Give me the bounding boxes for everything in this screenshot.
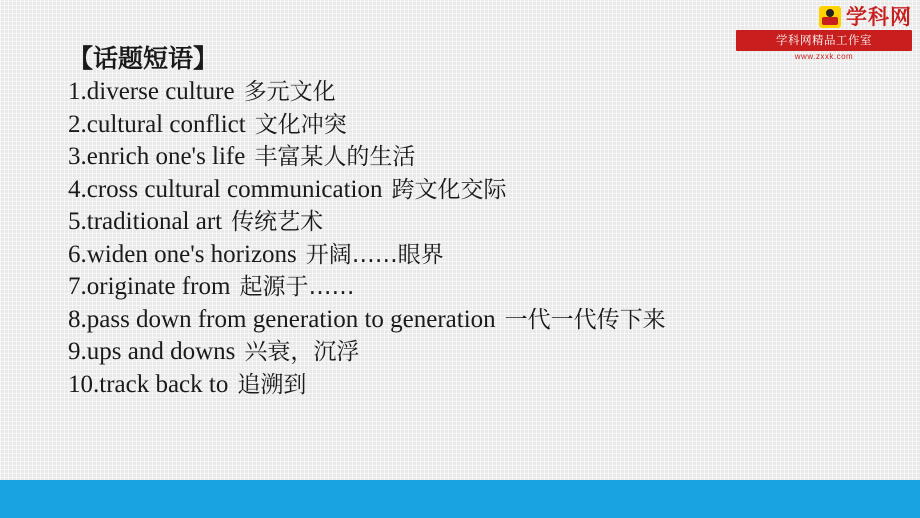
- item-number: 1.: [68, 78, 87, 105]
- item-chinese: 兴衰，沉浮: [244, 339, 360, 365]
- item-english: ups and downs: [86, 338, 236, 365]
- item-english: originate from: [86, 273, 231, 300]
- item-chinese: 一代一代传下来: [504, 306, 666, 333]
- logo-wordmark: 学科网: [846, 5, 912, 29]
- phrase-list: [68, 76, 900, 401]
- item-english: widen one's horizons: [86, 240, 297, 268]
- item-number: 3.: [68, 143, 87, 170]
- item-chinese: 起源于……: [239, 274, 355, 300]
- item-number: 7.: [68, 273, 87, 300]
- slide-content: [68, 42, 900, 401]
- page-title: 【话题短语】: [68, 45, 219, 73]
- logo-top-row: [736, 4, 912, 30]
- item-number: 2.: [68, 110, 87, 138]
- list-item: [68, 369, 900, 402]
- footer-accent-bar: [0, 480, 920, 518]
- item-english: track back to: [99, 370, 229, 398]
- logo-tagline: 学科网精品工作室: [736, 30, 912, 51]
- list-item: [68, 206, 900, 239]
- list-item: [68, 304, 900, 337]
- list-item: [68, 141, 900, 174]
- item-english: cross cultural communication: [86, 175, 383, 203]
- list-item: [68, 109, 900, 142]
- item-number: 5.: [68, 208, 87, 235]
- list-item: [68, 174, 900, 207]
- item-chinese: 文化冲突: [254, 111, 347, 138]
- item-chinese: 开阔……眼界: [305, 241, 444, 268]
- item-chinese: 传统艺术: [231, 209, 324, 235]
- item-english: diverse culture: [86, 78, 235, 105]
- item-number: 9.: [68, 338, 87, 365]
- logo-url: www.zxxk.com: [794, 52, 854, 61]
- item-number: 6.: [68, 240, 87, 268]
- list-item: [68, 271, 900, 304]
- list-item: [68, 76, 900, 109]
- item-english: cultural conflict: [86, 110, 246, 138]
- item-chinese: 多元文化: [243, 79, 336, 105]
- item-chinese: 跨文化交际: [391, 176, 507, 203]
- item-chinese: 追溯到: [237, 371, 307, 398]
- list-item: [68, 239, 900, 272]
- logo-mark-icon: [819, 6, 841, 28]
- list-item: [68, 336, 900, 369]
- item-number: 10.: [68, 370, 100, 398]
- item-number: 4.: [68, 175, 87, 203]
- item-english: pass down from generation to generation: [86, 305, 496, 333]
- item-number: 8.: [68, 305, 87, 333]
- item-english: enrich one's life: [86, 143, 246, 170]
- item-chinese: 丰富某人的生活: [254, 144, 416, 170]
- item-english: traditional art: [86, 208, 223, 235]
